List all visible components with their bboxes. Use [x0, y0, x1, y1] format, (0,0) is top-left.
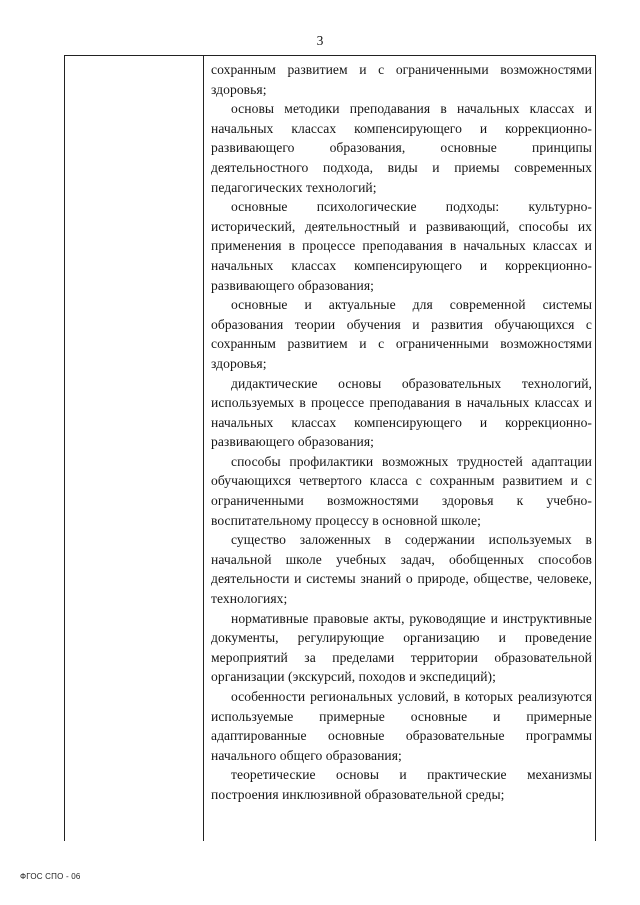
- footer-code: ФГОС СПО - 06: [20, 872, 81, 881]
- paragraph-item: основные психологические подходы: культурно-исторический, деятельностный и развивающий, способы их применения в процессе преподавания в начальных классах и начальных классах компенсирующего и коррекционно-развивающего образования;: [211, 199, 592, 293]
- paragraph-item: теоретические основы и практические механизмы построения инклюзивной образовательной среды;: [211, 767, 592, 802]
- table-right-column: [205, 56, 592, 841]
- table-left-column: [65, 56, 204, 841]
- page-number: 3: [316, 33, 324, 48]
- paragraph-item: особенности региональных условий, в которых реализуются используемые примерные основные и примерные адаптированные основные образовательные программы начального общего образования;: [211, 689, 592, 763]
- paragraph-item: существо заложенных в содержании используемых в начальной школе учебных задач, обобщенных способов деятельности и системы знаний о природе, обществе, человеке, технологиях;: [211, 532, 592, 607]
- paragraph-continuation: сохранным развитием и с ограниченными возможностями здоровья;: [211, 62, 592, 97]
- document-table: [64, 55, 596, 841]
- paragraph-item: основные и актуальные для современной системы образования теории обучения и развития обучающихся с сохранным развитием и с ограниченными возможностями здоровья;: [211, 297, 592, 371]
- paragraph-item: нормативные правовые акты, руководящие и инструктивные документы, регулирующие организацию и проведение мероприятий за пределами территории образовательной организации (экскурсий, походов и экспедиций);: [211, 610, 592, 685]
- paragraph-item: дидактические основы образовательных технологий, используемых в процессе преподавания в начальных классах и начальных классах компенсирующего и коррекционно-развивающего образования;: [211, 375, 592, 450]
- paragraph-item: способы профилактики возможных трудностей адаптации обучающихся четвертого класса с сохранным развитием и с ограниченными возможностями здоровья к учебно-воспитательному процессу в основной школе;: [211, 453, 592, 528]
- paragraph-item: основы методики преподавания в начальных классах и начальных классах компенсирующего и коррекционно-развивающего образования, основные принципы деятельностного подхода, виды и приемы современных педагогических технологий;: [211, 101, 592, 195]
